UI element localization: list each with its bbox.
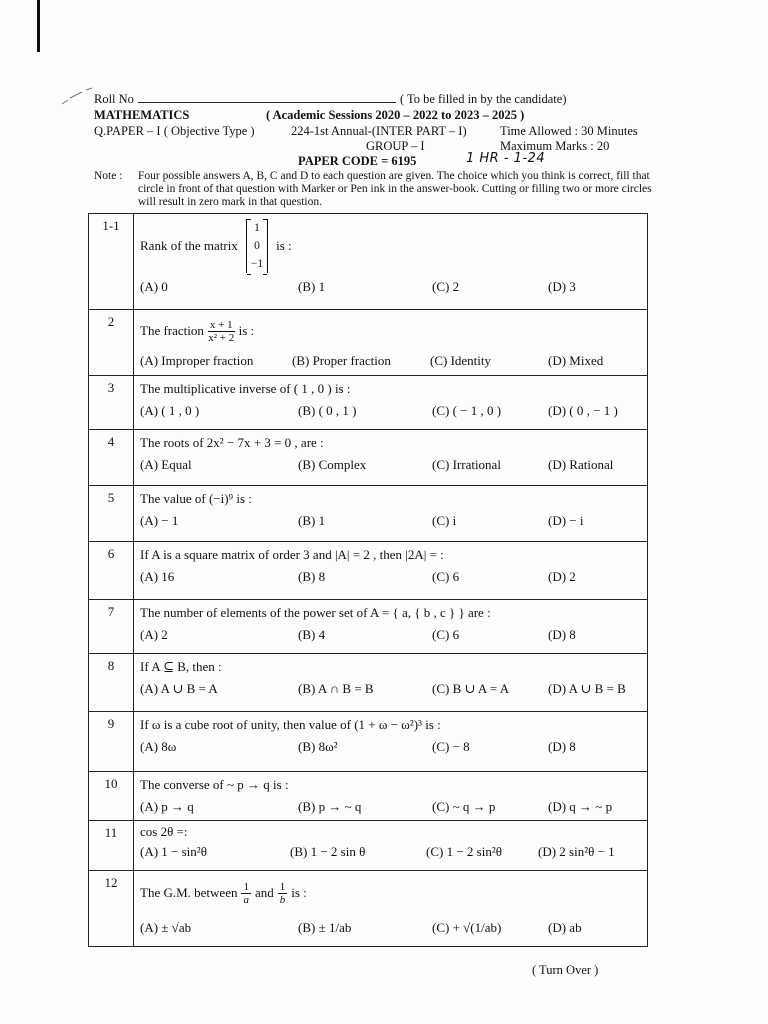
option-c[interactable]: (C) 6 (432, 627, 460, 642)
options (140, 400, 641, 422)
question-text: If ω is a cube root of unity, then value of (1 + ω − ω²)³ is : (140, 717, 441, 732)
option-b[interactable]: (B) ± 1/ab (298, 920, 352, 935)
option-a[interactable]: (A) Equal (140, 457, 192, 472)
instructions-note (94, 170, 660, 209)
option-b[interactable]: (B) ( 0 , 1 ) (298, 403, 357, 418)
question-number: 4 (89, 430, 134, 486)
options (140, 841, 641, 863)
option-d[interactable]: (D) Mixed (548, 353, 604, 368)
question-number: 8 (89, 654, 134, 712)
question-row (89, 310, 648, 376)
option-c[interactable]: (C) 1 − 2 sin²θ (426, 844, 502, 859)
question-number: 3 (89, 376, 134, 430)
question-row (89, 376, 648, 430)
option-c[interactable]: (C) Irrational (432, 457, 501, 472)
option-a[interactable]: (A) 8ω (140, 739, 177, 754)
option-d[interactable]: (D) ( 0 , − 1 ) (548, 403, 618, 418)
option-b[interactable]: (B) 8ω² (298, 739, 338, 754)
options (140, 566, 641, 588)
sessions: ( Academic Sessions 2020 – 2022 to 2023 – 2025 ) (266, 108, 525, 122)
option-c[interactable]: (C) i (432, 513, 457, 528)
question-row (89, 600, 648, 654)
matrix: 1 0 −1 (246, 219, 268, 273)
question-number: 2 (89, 310, 134, 376)
max-marks: Maximum Marks : 20 (500, 139, 610, 153)
question-text: The number of elements of the power set of A = { a, { b , c } } are : (140, 605, 491, 620)
option-b[interactable]: (B) A ∩ B = B (298, 681, 374, 696)
option-c[interactable]: (C) Identity (430, 353, 492, 368)
paper-code: PAPER CODE = 6195 (298, 154, 417, 168)
option-d[interactable]: (D) q → ~ p (548, 799, 613, 814)
options (140, 510, 641, 532)
option-d[interactable]: (D) 8 (548, 627, 576, 642)
roll-row (94, 92, 566, 107)
option-d[interactable]: (D) 2 sin²θ − 1 (538, 844, 615, 859)
subject-title: MATHEMATICS (94, 108, 190, 122)
question-row (89, 821, 648, 871)
margin-mark (37, 0, 40, 52)
options (140, 624, 641, 646)
question-text: The multiplicative inverse of ( 1 , 0 ) is : (140, 381, 351, 396)
question-number: 9 (89, 712, 134, 772)
question-text: If A ⊆ B, then : (140, 659, 222, 674)
option-a[interactable]: (A) ( 1 , 0 ) (140, 403, 200, 418)
option-c[interactable]: (C) + √(1/ab) (432, 920, 502, 935)
option-d[interactable]: (D) 2 (548, 569, 576, 584)
options (140, 350, 641, 372)
question-number: 1-1 (89, 214, 134, 310)
roll-number-line (138, 93, 396, 103)
question-text: The value of (−i)⁹ is : (140, 491, 252, 506)
option-b[interactable]: (B) Proper fraction (292, 353, 391, 368)
option-b[interactable]: (B) 4 (298, 627, 326, 642)
option-d[interactable]: (D) A ∪ B = B (548, 681, 626, 696)
question-row (89, 214, 648, 310)
turn-over: ( Turn Over ) (532, 963, 599, 977)
time-allowed: Time Allowed : 30 Minutes (500, 124, 638, 138)
option-b[interactable]: (B) 8 (298, 569, 326, 584)
option-a[interactable]: (A) 16 (140, 569, 175, 584)
option-c[interactable]: (C) B ∪ A = A (432, 681, 510, 696)
option-a[interactable]: (A) 2 (140, 627, 168, 642)
option-a[interactable]: (A) 1 − sin²θ (140, 844, 207, 859)
options (140, 736, 641, 758)
question-row (89, 430, 648, 486)
option-c[interactable]: (C) 2 (432, 279, 460, 294)
note-text: Four possible answers A, B, C and D to each question are given. The choice which you think is correct, fill that circle in front of that question with Marker or Pen ink in the answer-book. Cutting or filling two or more circles will result in zero mark in that question. (138, 170, 652, 208)
handwritten-note: 1 HR - 1-24 (466, 151, 546, 166)
option-b[interactable]: (B) 1 − 2 sin θ (290, 844, 366, 859)
option-b[interactable]: (B) 1 (298, 279, 326, 294)
option-d[interactable]: (D) ab (548, 920, 582, 935)
option-b[interactable]: (B) 1 (298, 513, 326, 528)
question-text: cos 2θ =: (140, 824, 188, 839)
question-number: 11 (89, 821, 134, 871)
question-row (89, 542, 648, 600)
question-row (89, 772, 648, 821)
option-d[interactable]: (D) 3 (548, 279, 576, 294)
question-text: The roots of 2x² − 7x + 3 = 0 , are : (140, 435, 324, 450)
option-a[interactable]: (A) Improper fraction (140, 353, 254, 368)
roll-note: ( To be filled in by the candidate) (399, 92, 567, 106)
option-d[interactable]: (D) Rational (548, 457, 614, 472)
roll-label: Roll No (94, 92, 134, 106)
exam-annual: 224-1st Annual-(INTER PART – I) (291, 124, 467, 138)
option-d[interactable]: (D) 8 (548, 739, 576, 754)
note-label: Note : (94, 170, 123, 182)
options (140, 796, 641, 818)
options (140, 276, 641, 298)
option-a[interactable]: (A) p → q (140, 799, 194, 814)
scribble-mark (60, 86, 96, 106)
question-text: If A is a square matrix of order 3 and |A| = 2 , then |2A| = : (140, 547, 444, 562)
option-b[interactable]: (B) Complex (298, 457, 367, 472)
option-c[interactable]: (C) ( − 1 , 0 ) (432, 403, 502, 418)
fraction: $\frac{1}{b}$ (279, 880, 286, 906)
options (140, 454, 641, 476)
question-row (89, 486, 648, 542)
fraction: $\frac{x + 1}{\text{x² + 2}}$ (208, 318, 235, 344)
question-text: The G.M. between $\frac{1}{a}$ and $\frac{1}{b}$ is : (140, 880, 307, 906)
option-d[interactable]: (D) − i (548, 513, 584, 528)
question-number: 7 (89, 600, 134, 654)
option-a[interactable]: (A) ± √ab (140, 920, 192, 935)
question-number: 6 (89, 542, 134, 600)
options (140, 678, 641, 700)
option-c[interactable]: (C) − 8 (432, 739, 470, 754)
option-c[interactable]: (C) 6 (432, 569, 460, 584)
options (140, 913, 641, 943)
option-c[interactable]: (C) ~ q → p (432, 799, 496, 814)
option-a[interactable]: (A) − 1 (140, 513, 179, 528)
question-row (89, 654, 648, 712)
option-a[interactable]: (A) A ∪ B = A (140, 681, 218, 696)
group: GROUP – I (366, 139, 425, 153)
option-a[interactable]: (A) 0 (140, 279, 168, 294)
question-row (89, 871, 648, 947)
question-row (89, 712, 648, 772)
question-text: The converse of ~ p → q is : (140, 777, 289, 792)
question-text: Rank of the matrix 1 0 −1 is : (140, 216, 641, 276)
option-b[interactable]: (B) p → ~ q (298, 799, 362, 814)
fraction: $\frac{1}{a}$ (243, 880, 249, 906)
question-number: 12 (89, 871, 134, 947)
question-text: The fraction $\frac{x + 1}{\text{x² + 2}}$ is : (140, 318, 255, 344)
question-number: 5 (89, 486, 134, 542)
questions-table (88, 213, 648, 947)
question-number: 10 (89, 772, 134, 821)
paper-type: Q.PAPER – I ( Objective Type ) (94, 124, 255, 138)
